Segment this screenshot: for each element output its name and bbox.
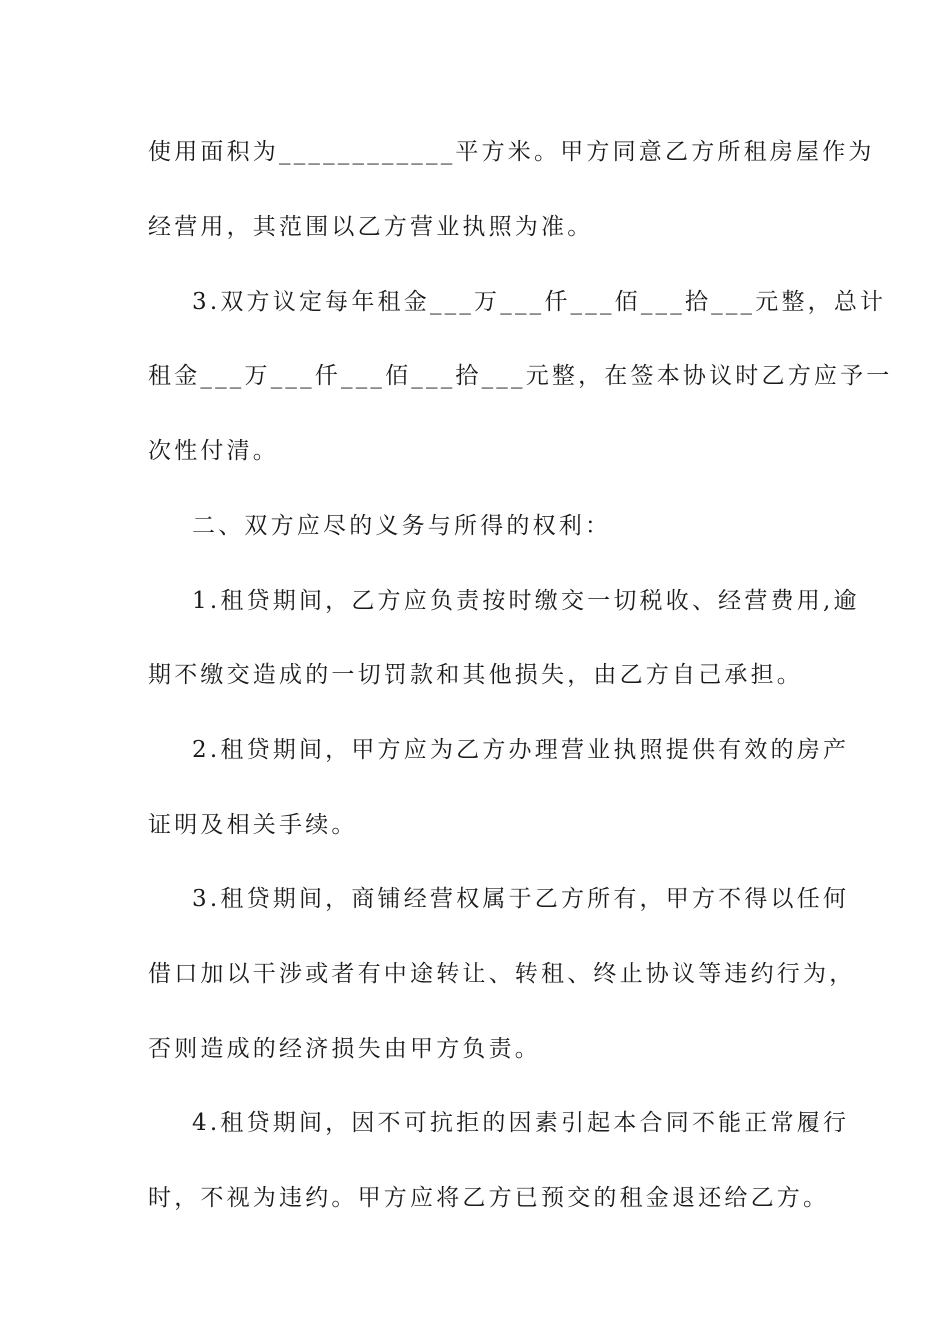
text-line-15: 时，不视为违约。甲方应将乙方已预交的租金退还给乙方。 [148, 1185, 830, 1211]
text-line-5: 次性付清。 [148, 438, 279, 464]
text-line-8: 期不缴交造成的一切罚款和其他损失，由乙方自己承担。 [148, 662, 803, 688]
text-line-7: 1.租贷期间，乙方应负责按时缴交一切税收、经营费用,逾 [192, 588, 860, 614]
text-line-13: 否则造成的经济损失由甲方负责。 [148, 1036, 541, 1062]
text-line-1: 使用面积为____________平方米。甲方同意乙方所租房屋作为 [148, 139, 875, 165]
text-line-4: 租金___万___仟___佰___拾___元整，在签本协议时乙方应予一 [148, 363, 893, 389]
text-line-10: 证明及相关手续。 [148, 812, 358, 838]
section-heading: 二、双方应尽的义务与所得的权利： [192, 513, 612, 539]
text-line-14: 4.租贷期间，因不可抗拒的因素引起本合同不能正常履行 [192, 1110, 850, 1136]
text-line-12: 借口加以干涉或者有中途转让、转租、终止协议等违约行为， [148, 961, 856, 987]
text-line-3: 3.双方议定每年租金___万___仟___佰___拾___元整，总计 [192, 289, 887, 315]
text-line-9: 2.租贷期间，甲方应为乙方办理营业执照提供有效的房产 [192, 737, 850, 763]
text-line-11: 3.租贷期间，商铺经营权属于乙方所有，甲方不得以任何 [192, 886, 850, 912]
text-line-2: 经营用，其范围以乙方营业执照为准。 [148, 214, 594, 240]
